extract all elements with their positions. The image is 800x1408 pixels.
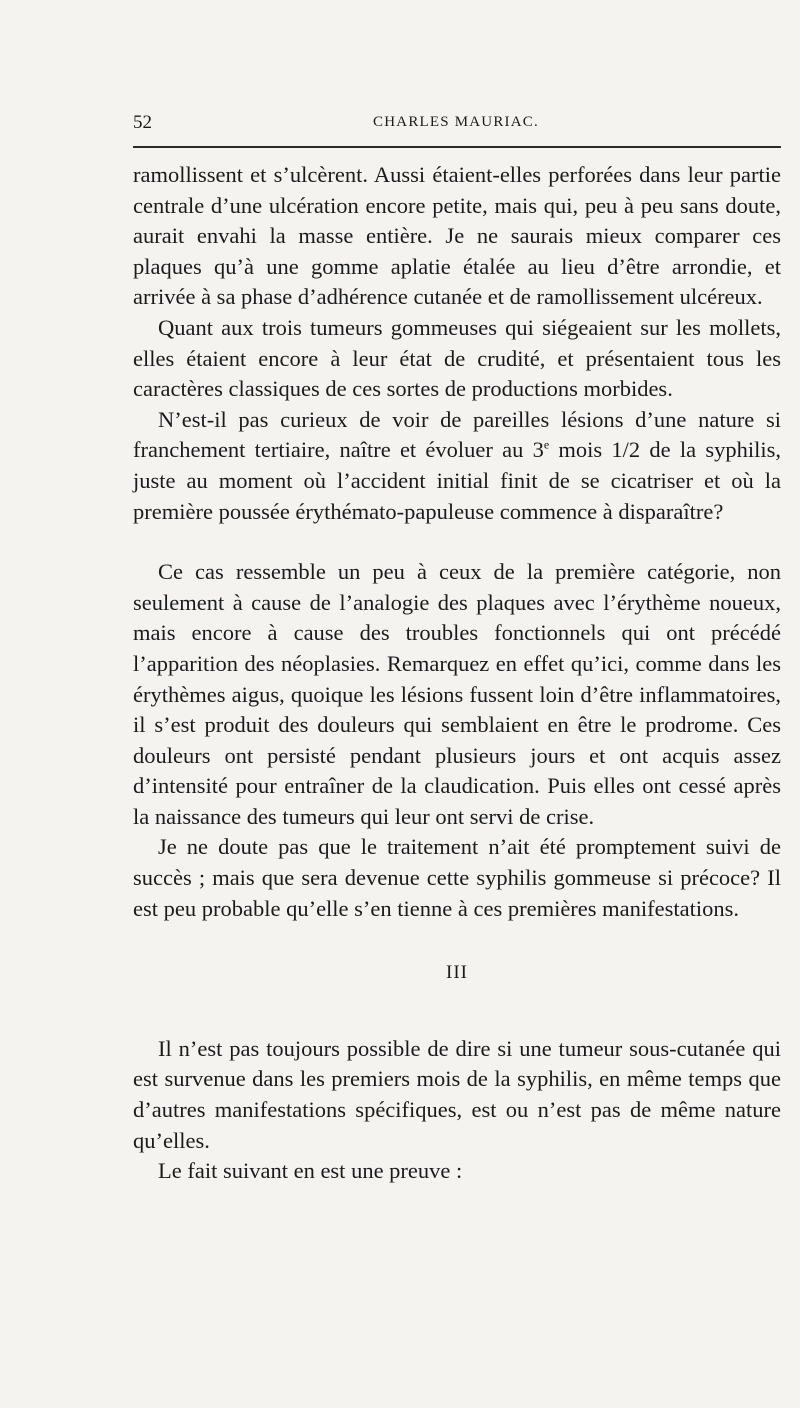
paragraph-3-text-before: N’est-il pas curieux de voir de pareilles lésions d’une nature si franchement tertiaire, naître et évoluer au 3: [133, 406, 781, 463]
paragraph-4: Ce cas ressemble un peu à ceux de la première catégorie, non seulement à cause de l’analogie des plaques avec l’érythème noueux, mais encore à cause des troubles fonctionnels qui ont précédé l’apparition des néoplasies. Remarquez en effet qu’ici, comme dans les érythèmes aigus, quoique les lésions fussent loin d’être inflammatoires, il s’est produit des douleurs qui semblaient en être le prodrome. Ces douleurs ont persisté pendant plusieurs jours et ont acquis assez d’intensité pour entraîner de la claudication. Puis elles ont cessé après la naissance des tumeurs qui leur ont servi de crise.: [133, 559, 781, 829]
page-number: 52: [133, 112, 152, 133]
header-rule: [133, 146, 781, 148]
page-header: [133, 112, 779, 136]
paragraph-3-text-after: mois 1/2 de la syphilis, juste au moment où l’accident initial finit de se cicatriser et où la première poussée érythémato-papuleuse commence à disparaître?: [133, 437, 782, 524]
paragraph-7: Le fait suivant en est une preuve :: [158, 1158, 463, 1184]
paragraph-3: [133, 405, 781, 527]
section-heading: III: [446, 962, 468, 984]
running-head: CHARLES MAURIAC.: [373, 114, 539, 130]
ordinal-superscript: e: [543, 437, 550, 452]
paragraph-5: Je ne doute pas que le traitement n’ait été promptement suivi de succès ; mais que sera devenue cette syphilis gommeuse si précoce? Il est peu probable qu’elle s’en tienne à ces premières manifestations.: [133, 834, 781, 921]
paragraph-6: Il n’est pas toujours possible de dire si une tumeur sous-cutanée qui est survenue dans les premiers mois de la syphilis, en même temps que d’autres manifestations spécifiques, est ou n’est pas de même nature qu’elles.: [133, 1035, 781, 1153]
paragraph-gap: [133, 527, 781, 557]
body-text: [133, 160, 781, 1187]
paragraph-1: ramollissent et s’ulcèrent. Aussi étaient-elles perforées dans leur partie centrale d’une ulcération encore petite, mais qui, peu à peu sans doute, aurait envahi la masse entière. Je ne saurais mieux comparer ces plaques qu’à une gomme aplatie étalée au lieu d’être arrondie, et arrivée à sa phase d’adhérence cutanée et de ramollissement ulcéreux.: [133, 162, 781, 310]
paragraph-2: Quant aux trois tumeurs gommeuses qui siégeaient sur les mollets, elles étaient encore à leur état de crudité, et présentaient tous les caractères classiques de ces sortes de productions morbides.: [133, 314, 781, 402]
